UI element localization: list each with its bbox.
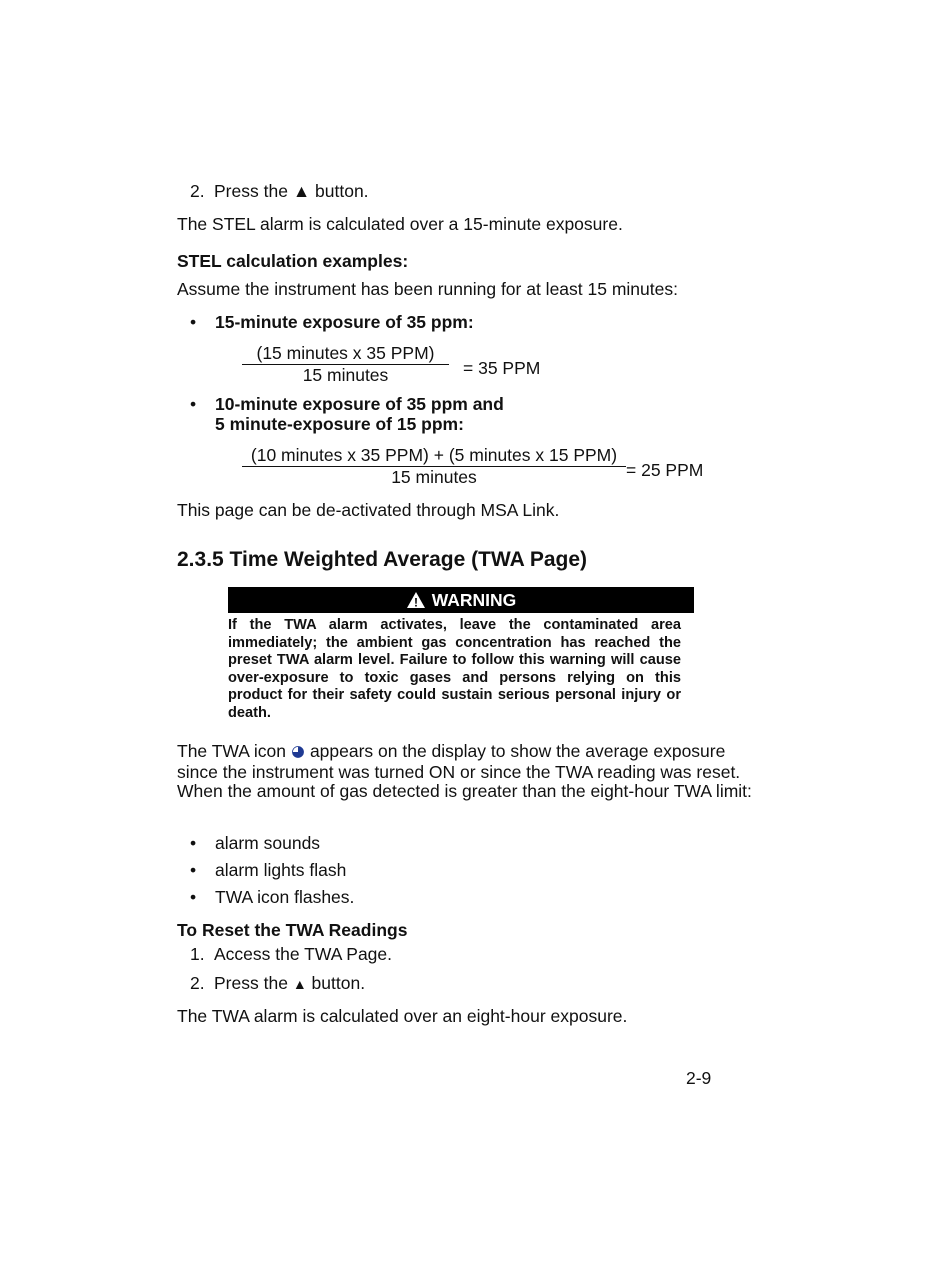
reset-step-2 — [190, 973, 365, 994]
up-arrow-icon: ▲ — [292, 181, 311, 201]
example1-numerator: (15 minutes x 35 PPM) — [242, 344, 449, 365]
twa-para-pre: The TWA icon — [177, 741, 286, 761]
twa-para-post: appears on the display to show the average exposure since the instrument was turned ON or since the TWA reading was reset. When the amount of gas detected is greater than the eight-hour TWA limit: — [177, 741, 752, 801]
warning-banner — [228, 587, 694, 613]
step-text-pre: Press the — [214, 973, 288, 993]
up-arrow-icon: ▲ — [292, 976, 307, 992]
warning-triangle-icon — [406, 591, 426, 609]
twa-bullet-lights-flash: alarm lights flash — [215, 860, 347, 880]
twa-paragraph — [177, 742, 752, 802]
example2-label-line2: 5 minute-exposure of 15 ppm: — [215, 414, 464, 434]
example2-fraction — [242, 446, 626, 487]
step-2-press-button — [190, 181, 369, 202]
twa-bullet-alarm-sounds: alarm sounds — [215, 833, 321, 853]
bullet: • — [190, 312, 197, 332]
step-text-pre: Press the — [214, 181, 288, 201]
step-number: 2. — [190, 973, 205, 993]
reset-heading: To Reset the TWA Readings — [177, 920, 408, 940]
warning-title: WARNING — [431, 589, 517, 610]
twa-pie-icon — [292, 743, 304, 763]
step-text-post: button. — [311, 973, 366, 993]
svg-text:!: ! — [413, 595, 418, 609]
example2-denominator: 15 minutes — [391, 467, 477, 487]
example1-fraction — [242, 344, 449, 385]
page-number: 2-9 — [686, 1068, 712, 1088]
bullet: • — [190, 887, 197, 907]
deactivate-text: This page can be de-activated through MSA Link. — [177, 500, 560, 520]
stel-calc-text: The STEL alarm is calculated over a 15-minute exposure. — [177, 214, 623, 234]
twa-bullet-icon-flashes: TWA icon flashes. — [215, 887, 355, 907]
reset-step-1 — [190, 944, 392, 965]
warning-body: If the TWA alarm activates, leave the contaminated area immediately; the ambient gas concentration has reached the preset TWA alarm level. Failure to follow this warning will cause over-exposure to toxic gases and persons relying on this product for their safety could sustain serious personal injury or death. — [228, 617, 681, 721]
step-number: 1. — [190, 944, 205, 964]
bullet: • — [190, 833, 197, 853]
step-text-post: button. — [315, 181, 369, 201]
example2-numerator: (10 minutes x 35 PPM) + (5 minutes x 15 PPM) — [242, 446, 626, 467]
step-number: 2. — [190, 181, 205, 201]
example1-result: = 35 PPM — [463, 358, 541, 378]
example2-result: = 25 PPM — [626, 460, 704, 480]
bullet: • — [190, 394, 197, 414]
section-heading: 2.3.5 Time Weighted Average (TWA Page) — [177, 548, 588, 571]
twa-calc-text: The TWA alarm is calculated over an eight-hour exposure. — [177, 1006, 628, 1026]
bullet: • — [190, 860, 197, 880]
example1-denominator: 15 minutes — [302, 365, 389, 385]
example2-label-line1: 10-minute exposure of 35 ppm and — [215, 394, 504, 414]
assume-text: Assume the instrument has been running for at least 15 minutes: — [177, 279, 678, 299]
stel-examples-heading: STEL calculation examples: — [177, 251, 409, 271]
example1-label: 15-minute exposure of 35 ppm: — [215, 312, 474, 332]
step-text: Access the TWA Page. — [214, 944, 392, 964]
